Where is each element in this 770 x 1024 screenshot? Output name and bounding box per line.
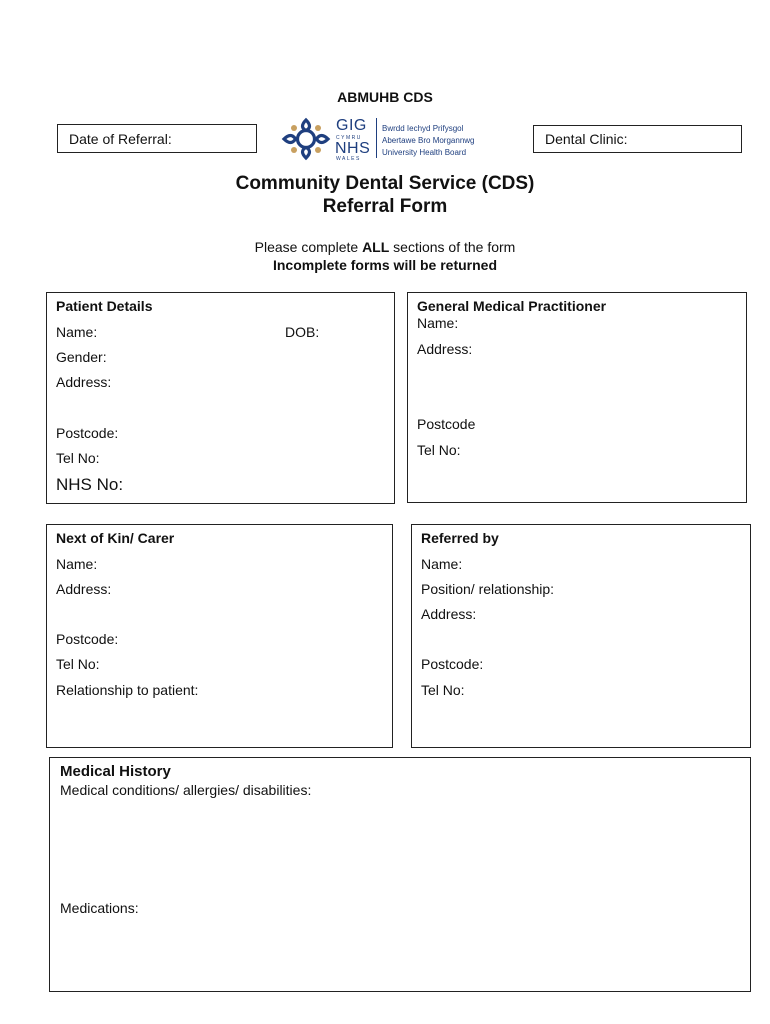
patient-gender-label: Gender:: [56, 349, 107, 365]
patient-postcode-label: Postcode:: [56, 425, 119, 441]
instructions-line2: Incomplete forms will be returned: [272, 257, 498, 273]
referred-by-section[interactable]: [411, 524, 751, 748]
referred-name-label: Name:: [421, 556, 463, 572]
logo-gig: GIG: [336, 117, 367, 134]
instructions-line1: [0, 239, 770, 255]
gmp-heading: General Medical Practitioner: [417, 298, 607, 314]
logo-line1: Bwrdd Iechyd Prifysgol: [382, 124, 464, 133]
date-of-referral-label: Date of Referral:: [69, 131, 172, 147]
next-of-kin-section[interactable]: [46, 524, 393, 748]
gmp-section[interactable]: [407, 292, 747, 503]
instructions-post: sections of the form: [389, 239, 516, 255]
kin-postcode-label: Postcode:: [56, 631, 119, 647]
kin-address-label: Address:: [56, 581, 112, 597]
form-title-line2: Referral Form: [322, 196, 448, 217]
health-board-emblem-icon: [278, 114, 334, 164]
medical-heading: Medical History: [60, 763, 171, 780]
instructions-pre: Please complete: [254, 239, 363, 255]
kin-name-label: Name:: [56, 556, 98, 572]
gmp-tel-label: Tel No:: [417, 442, 461, 458]
logo-line3: University Health Board: [382, 148, 467, 157]
logo-divider: [376, 118, 377, 158]
dental-clinic-label: Dental Clinic:: [545, 131, 628, 147]
referred-address-label: Address:: [421, 606, 477, 622]
logo-line2: Abertawe Bro Morgannwg: [382, 136, 475, 145]
form-title-line1: Community Dental Service (CDS): [235, 173, 535, 194]
logo-wales: WALES: [336, 156, 361, 162]
kin-tel-label: Tel No:: [56, 656, 100, 672]
patient-nhs-label: NHS No:: [56, 475, 124, 494]
patient-name-label: Name:: [56, 324, 98, 340]
instructions-bold: ALL: [362, 239, 390, 255]
medical-conditions-label: Medical conditions/ allergies/ disabilities:: [60, 782, 312, 798]
patient-dob-label: DOB:: [285, 324, 320, 340]
dental-clinic-field[interactable]: [533, 125, 742, 153]
medications-label: Medications:: [60, 900, 139, 916]
patient-tel-label: Tel No:: [56, 450, 100, 466]
patient-details-heading: Patient Details: [56, 298, 153, 314]
gmp-postcode-label: Postcode: [417, 416, 476, 432]
kin-relationship-label: Relationship to patient:: [56, 682, 199, 698]
referred-tel-label: Tel No:: [421, 682, 465, 698]
patient-address-label: Address:: [56, 374, 112, 390]
logo-cymru: CYMRU: [336, 135, 362, 141]
referred-postcode-label: Postcode:: [421, 656, 484, 672]
date-of-referral-field[interactable]: [57, 124, 257, 153]
kin-heading: Next of Kin/ Carer: [56, 530, 175, 546]
nhs-logo: [278, 114, 508, 164]
logo-nhs: NHS: [335, 140, 371, 157]
patient-details-section[interactable]: [46, 292, 395, 504]
medical-history-section[interactable]: [49, 757, 751, 992]
org-heading: ABMUHB CDS: [337, 89, 433, 105]
referred-heading: Referred by: [421, 530, 499, 546]
gmp-name-label: Name:: [417, 315, 459, 331]
referred-position-label: Position/ relationship:: [421, 581, 555, 597]
gmp-address-label: Address:: [417, 341, 473, 357]
